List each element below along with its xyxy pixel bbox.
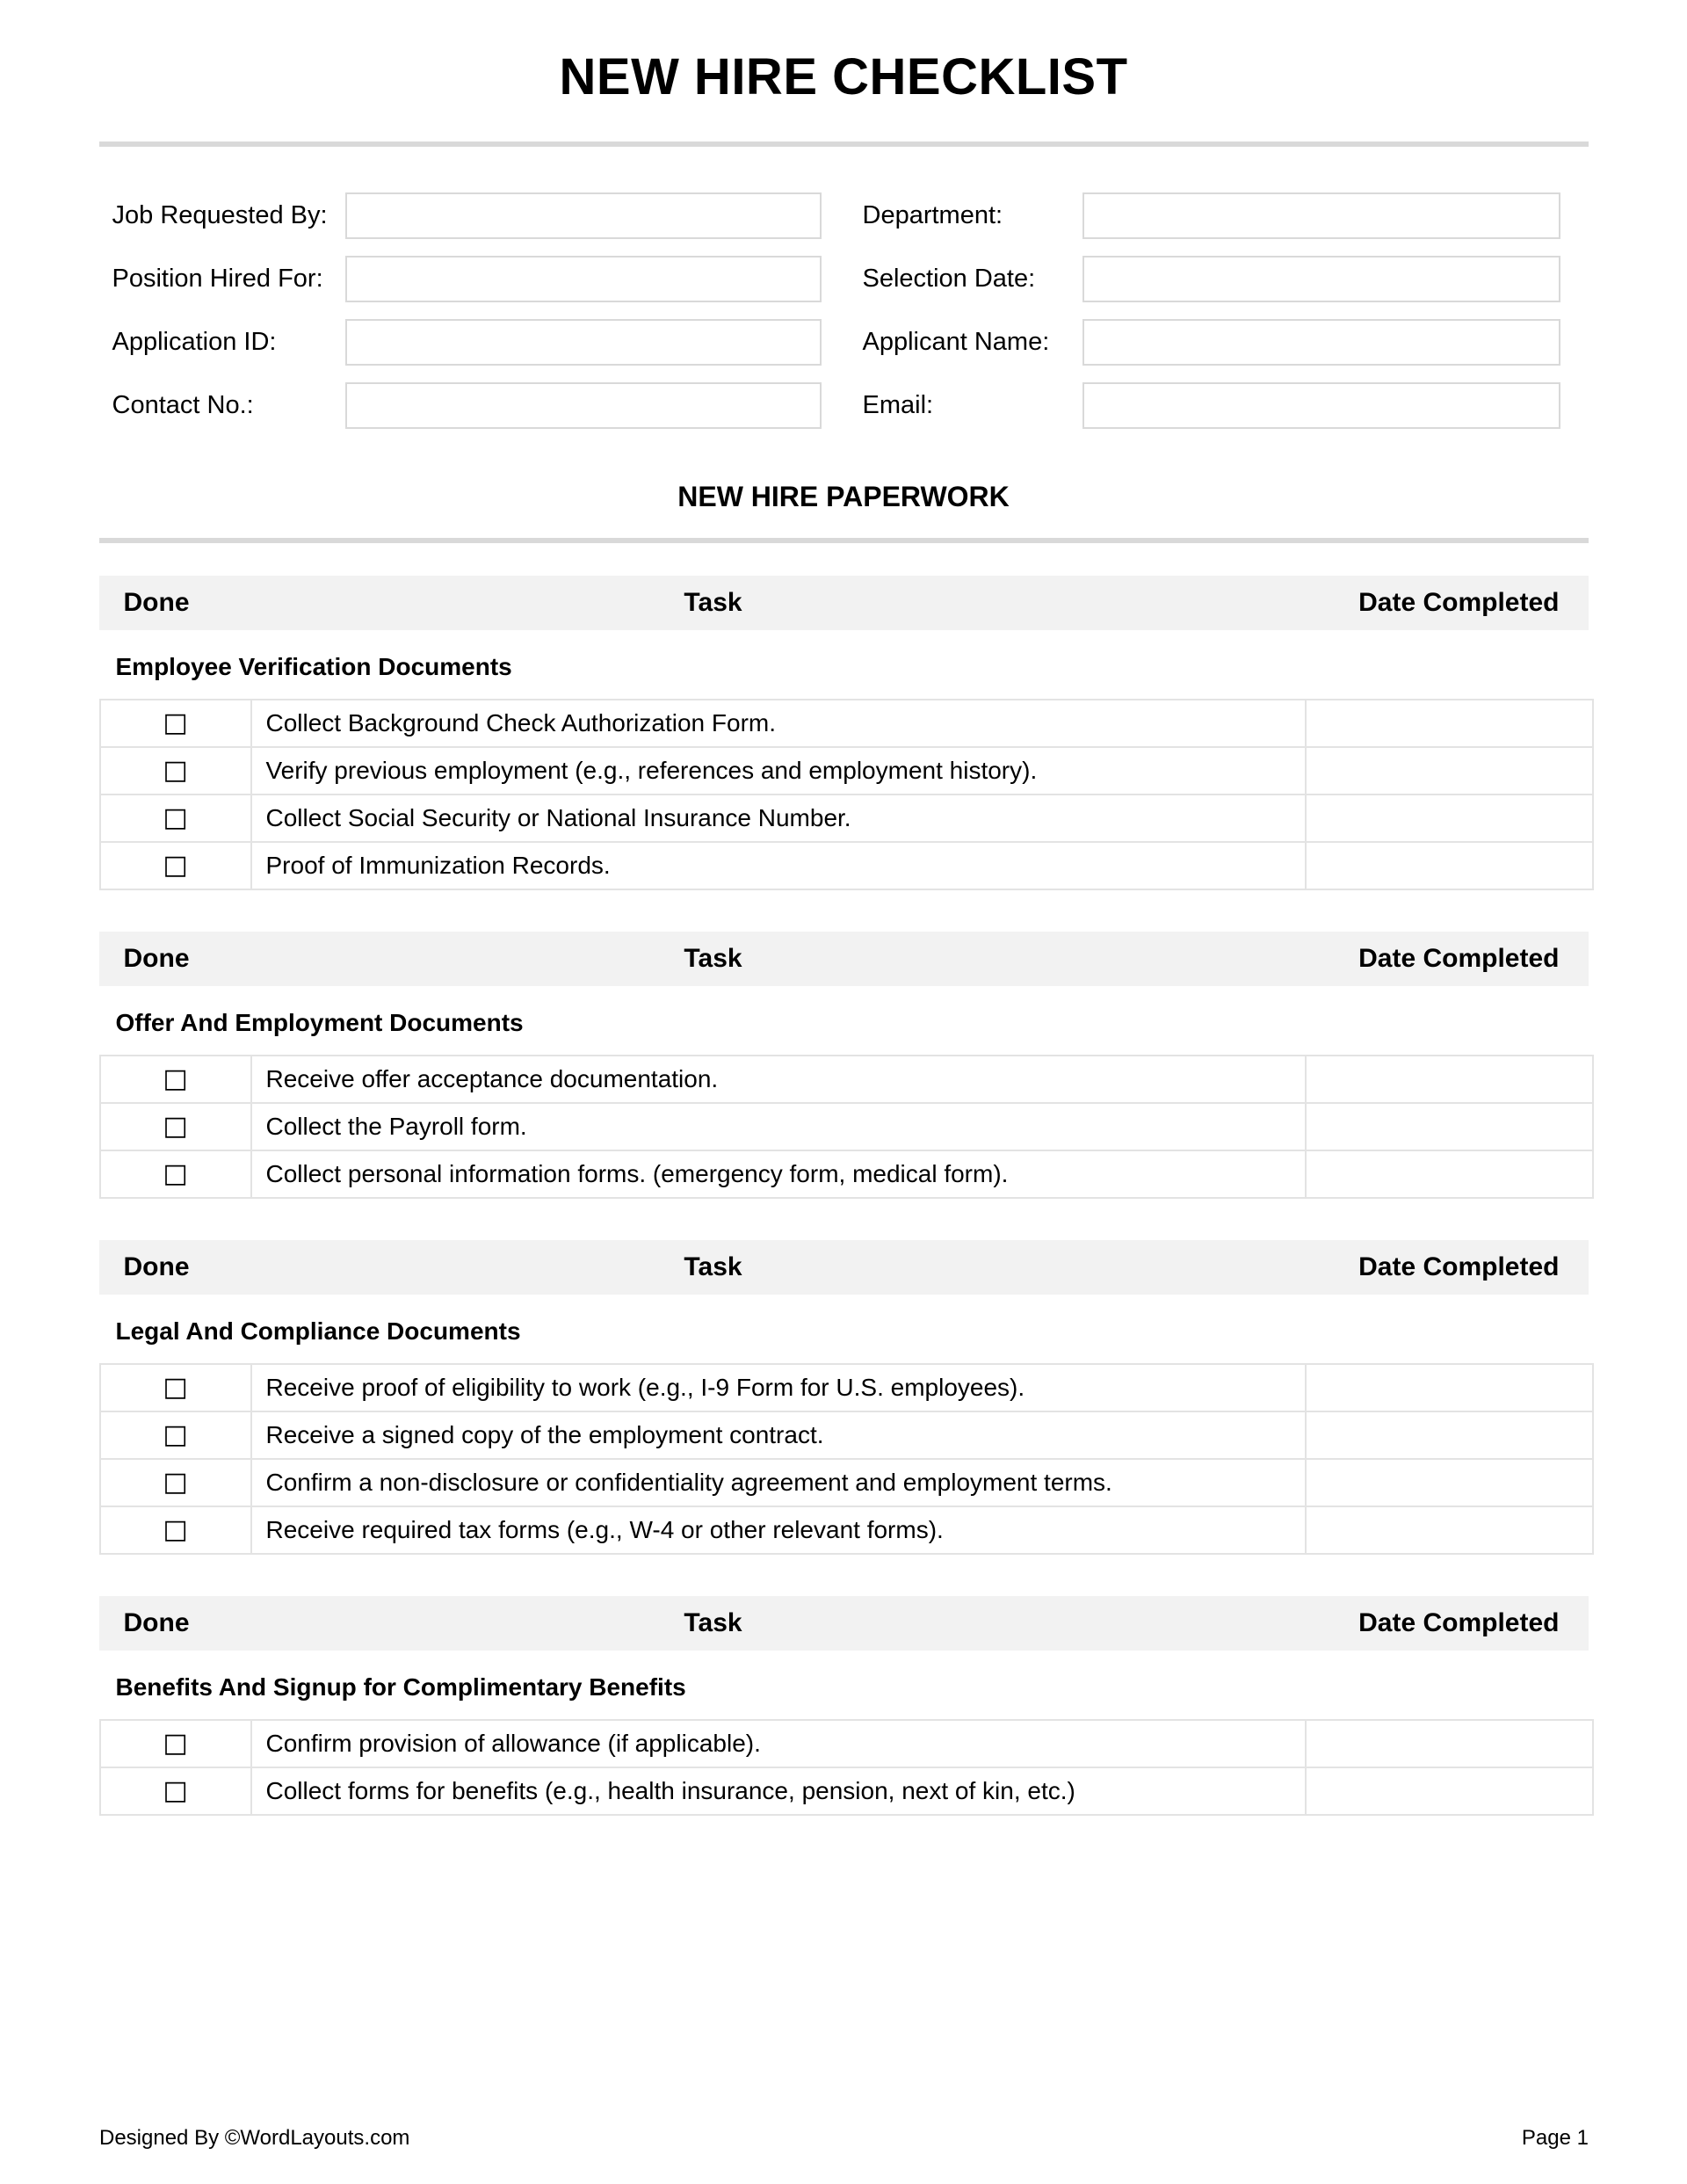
done-cell[interactable]: [100, 1056, 251, 1103]
section-group-title: Employee Verification Documents: [115, 653, 512, 681]
checkbox-icon[interactable]: □: [163, 850, 188, 882]
done-cell[interactable]: [100, 842, 251, 889]
section-group-title: Legal And Compliance Documents: [115, 1317, 521, 1346]
label-job-requested-by: Job Requested By:: [112, 200, 328, 229]
done-cell[interactable]: [100, 1767, 251, 1815]
checklist-table: [99, 699, 1594, 890]
applicant-form: [99, 147, 1589, 429]
table-row: [100, 1364, 1593, 1411]
form-field-group: [852, 256, 1589, 302]
footer-credit: Designed By ©WordLayouts.com: [99, 2126, 410, 2150]
page-footer: [99, 2126, 1589, 2151]
task-cell: [251, 1056, 1306, 1103]
section-group-title: Offer And Employment Documents: [115, 1009, 524, 1037]
form-row: [99, 256, 1589, 302]
section-title: NEW HIRE PAPERWORK: [677, 480, 1010, 512]
checkbox-icon[interactable]: □: [163, 802, 188, 834]
label-position-hired-for: Position Hired For:: [112, 264, 323, 293]
table-row: [100, 1150, 1593, 1198]
task-label: Confirm provision of allowance (if applicable).: [265, 1729, 761, 1757]
label-email: Email:: [862, 390, 934, 419]
task-cell: [251, 1150, 1306, 1198]
task-cell: [251, 1411, 1306, 1459]
section-spacer: [99, 890, 1589, 932]
page-title: NEW HIRE CHECKLIST: [559, 48, 1128, 105]
checklist-section: [99, 543, 1589, 890]
checkbox-icon[interactable]: □: [163, 1372, 188, 1404]
form-row: [99, 319, 1589, 366]
column-header-done: Done: [123, 944, 190, 974]
form-field-group: [99, 256, 852, 302]
footer-page-number: Page 1: [1521, 2126, 1589, 2150]
label-applicant-name: Applicant Name:: [862, 327, 1050, 356]
date-completed-cell[interactable]: [1306, 1150, 1593, 1198]
done-cell[interactable]: [100, 1103, 251, 1150]
checkbox-icon[interactable]: □: [163, 1158, 188, 1190]
task-label: Receive a signed copy of the employment contract.: [265, 1420, 824, 1448]
task-cell: [251, 1767, 1306, 1815]
column-header-done: Done: [123, 588, 190, 618]
checklist-section: [99, 890, 1589, 1199]
done-cell[interactable]: [100, 795, 251, 842]
table-row: [100, 1103, 1593, 1150]
column-header-done: Done: [123, 1608, 190, 1638]
checklist-table: [99, 1719, 1594, 1816]
task-cell: [251, 795, 1306, 842]
date-completed-cell[interactable]: [1306, 1364, 1593, 1411]
task-label: Collect Background Check Authorization Form.: [265, 708, 776, 736]
checkbox-icon[interactable]: □: [163, 1063, 188, 1095]
task-label: Receive proof of eligibility to work (e.g., I-9 Form for U.S. employees).: [265, 1373, 1025, 1401]
done-cell[interactable]: [100, 1411, 251, 1459]
input-position-hired-for[interactable]: [345, 256, 822, 302]
label-selection-date: Selection Date:: [862, 264, 1036, 293]
form-row: [99, 192, 1589, 239]
date-completed-cell[interactable]: [1306, 747, 1593, 795]
checkbox-icon[interactable]: □: [163, 1111, 188, 1143]
checkbox-icon[interactable]: □: [163, 1775, 188, 1807]
section-spacer: [99, 1555, 1589, 1596]
task-label: Collect the Payroll form.: [265, 1112, 527, 1140]
section-group-title: Benefits And Signup for Complimentary Benefits: [115, 1673, 686, 1701]
date-completed-cell[interactable]: [1306, 1720, 1593, 1767]
checklist-table: [99, 1363, 1594, 1555]
input-contact-no[interactable]: [345, 382, 822, 429]
form-field-group: [99, 319, 852, 366]
date-completed-cell[interactable]: [1306, 842, 1593, 889]
table-header-row: [99, 1240, 1589, 1295]
task-cell: [251, 842, 1306, 889]
date-completed-cell[interactable]: [1306, 700, 1593, 747]
table-row: [100, 1056, 1593, 1103]
column-header-task: Task: [684, 588, 742, 618]
task-label: Verify previous employment (e.g., references and employment history).: [265, 756, 1038, 784]
task-cell: [251, 1103, 1306, 1150]
table-row: [100, 842, 1593, 889]
task-cell: [251, 1720, 1306, 1767]
checkbox-icon[interactable]: □: [163, 707, 188, 739]
table-row: [100, 747, 1593, 795]
column-header-date-completed: Date Completed: [1358, 1252, 1560, 1282]
checkbox-icon[interactable]: □: [163, 1419, 188, 1451]
table-header-row: [99, 1596, 1589, 1651]
table-row: [100, 1411, 1593, 1459]
date-completed-cell[interactable]: [1306, 1411, 1593, 1459]
date-completed-cell[interactable]: [1306, 1506, 1593, 1554]
checkbox-icon[interactable]: □: [163, 1467, 188, 1498]
form-field-group: [99, 192, 852, 239]
checkbox-icon[interactable]: □: [163, 755, 188, 787]
done-cell[interactable]: [100, 1364, 251, 1411]
label-department: Department:: [862, 200, 1003, 229]
checklist-section: [99, 1555, 1589, 1816]
form-field-group: [852, 192, 1589, 239]
section-spacer: [99, 1199, 1589, 1240]
task-cell: [251, 747, 1306, 795]
table-row: [100, 1720, 1593, 1767]
table-row: [100, 1459, 1593, 1506]
checkbox-icon[interactable]: □: [163, 1728, 188, 1760]
input-email[interactable]: [1082, 382, 1560, 429]
task-label: Confirm a non-disclosure or confidentiality agreement and employment terms.: [265, 1468, 1112, 1496]
task-label: Collect personal information forms. (emergency form, medical form).: [265, 1159, 1009, 1187]
table-row: [100, 700, 1593, 747]
task-label: Collect forms for benefits (e.g., health insurance, pension, next of kin, etc.): [265, 1776, 1075, 1804]
date-completed-cell[interactable]: [1306, 1103, 1593, 1150]
column-header-done: Done: [123, 1252, 190, 1282]
date-completed-cell[interactable]: [1306, 1767, 1593, 1815]
form-row: [99, 382, 1589, 429]
task-label: Receive required tax forms (e.g., W-4 or other relevant forms).: [265, 1515, 944, 1543]
checklist-table: [99, 1055, 1594, 1199]
column-header-date-completed: Date Completed: [1358, 1608, 1560, 1638]
column-header-date-completed: Date Completed: [1358, 588, 1560, 618]
done-cell[interactable]: [100, 1459, 251, 1506]
column-header-task: Task: [684, 1252, 742, 1282]
date-completed-cell[interactable]: [1306, 795, 1593, 842]
column-header-date-completed: Date Completed: [1358, 944, 1560, 974]
task-label: Receive offer acceptance documentation.: [265, 1064, 719, 1092]
input-selection-date[interactable]: [1082, 256, 1560, 302]
input-applicant-name[interactable]: [1082, 319, 1560, 366]
section-spacer: [99, 543, 1589, 576]
input-application-id[interactable]: [345, 319, 822, 366]
task-label: Proof of Immunization Records.: [265, 851, 611, 879]
table-row: [100, 1767, 1593, 1815]
form-field-group: [852, 319, 1589, 366]
task-cell: [251, 1364, 1306, 1411]
checklist-sections: [0, 543, 1687, 1816]
date-completed-cell[interactable]: [1306, 1056, 1593, 1103]
label-contact-no: Contact No.:: [112, 390, 254, 419]
column-header-task: Task: [684, 1608, 742, 1638]
task-cell: [251, 1459, 1306, 1506]
form-field-group: [852, 382, 1589, 429]
column-header-task: Task: [684, 944, 742, 974]
done-cell[interactable]: [100, 1150, 251, 1198]
table-row: [100, 1506, 1593, 1554]
done-cell[interactable]: [100, 1506, 251, 1554]
task-cell: [251, 1506, 1306, 1554]
table-header-row: [99, 576, 1589, 630]
checkbox-icon[interactable]: □: [163, 1514, 188, 1546]
label-application-id: Application ID:: [112, 327, 277, 356]
task-cell: [251, 700, 1306, 747]
checklist-section: [99, 1199, 1589, 1555]
form-field-group: [99, 382, 852, 429]
done-cell[interactable]: [100, 700, 251, 747]
input-job-requested-by[interactable]: [345, 192, 822, 239]
table-header-row: [99, 932, 1589, 986]
done-cell[interactable]: [100, 747, 251, 795]
date-completed-cell[interactable]: [1306, 1459, 1593, 1506]
done-cell[interactable]: [100, 1720, 251, 1767]
input-department[interactable]: [1082, 192, 1560, 239]
task-label: Collect Social Security or National Insurance Number.: [265, 803, 851, 831]
table-row: [100, 795, 1593, 842]
